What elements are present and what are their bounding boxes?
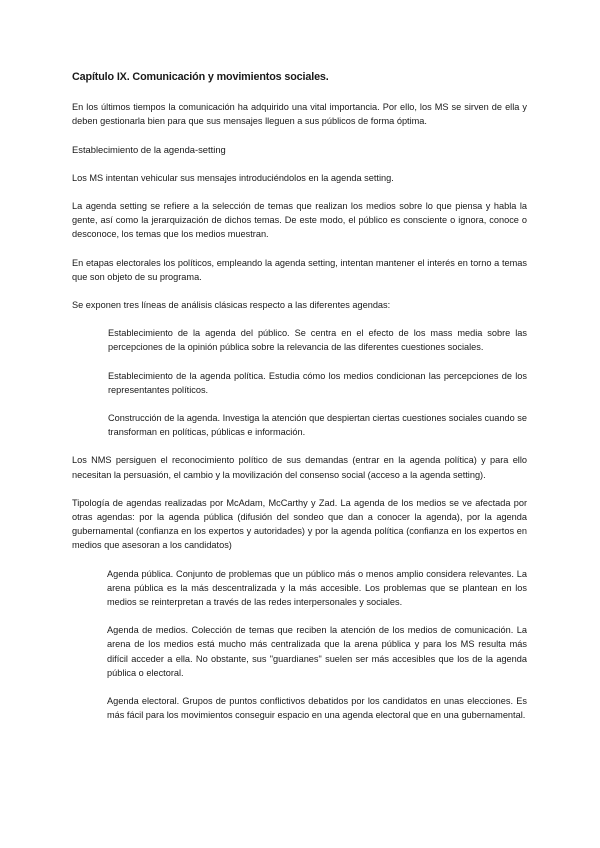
- chapter-title: Capítulo IX. Comunicación y movimientos sociales.: [72, 71, 329, 83]
- analysis-lines-block: [108, 326, 527, 439]
- paragraph-2: La agenda setting se refiere a la selección de temas que realizan los medios sobre lo que piensa y habla la gente, así como la jerarquización de dichos temas. De este modo, el público es consciente o ignora, conoce o desconoce, los temas que los medios muestran.: [72, 201, 527, 240]
- agenda-publica: Agenda pública. Conjunto de problemas que un público más o menos amplio considera relevantes. La arena pública es la más descentralizada y la más accesible. Los problemas que se plantean en los medios se reinterpretan a través de las redes interpersonales y sociales.: [107, 568, 527, 608]
- paragraph-1: Los MS intentan vehicular sus mensajes introduciéndolos en la agenda setting.: [72, 172, 394, 183]
- paragraph-6: Tipología de agendas realizadas por McAdam, McCarthy y Zad. La agenda de los medios se ve afectada por otras agendas: por la agenda pública (difusión del sondeo que dan a conocer la agenda), por la agenda gubernamental (confianza en los expertos y autoridades) y por la agenda política (confianza en los expertos en medios que asesoran a los candidatos): [72, 497, 527, 551]
- section-heading: Establecimiento de la agenda-setting: [72, 143, 226, 155]
- agenda-electoral: Agenda electoral. Grupos de puntos conflictivos debatidos por los candidatos en unas elecciones. Es más fácil para los movimientos conseguir espacio en una agenda electoral que en una gubernamental.: [107, 696, 527, 721]
- paragraph-4: Se exponen tres líneas de análisis clásicas respecto a las diferentes agendas:: [72, 300, 391, 311]
- paragraph-5: Los NMS persiguen el reconocimiento político de sus demandas (entrar en la agenda política) y para ello necesitan la persuasión, el cambio y la movilización del consenso social (acceso a la agenda setting).: [72, 455, 527, 480]
- analysis-line-public: Establecimiento de la agenda del público. Se centra en el efecto de los mass media sobre las percepciones de la opinión pública sobre la relevancia de las diferentes cuestiones sociales.: [108, 328, 527, 353]
- agenda-types-block: [107, 567, 527, 723]
- agenda-medios: Agenda de medios. Colección de temas que reciben la atención de los medios de comunicación. La arena de los medios está mucho más centralizada que la arena pública y para los MS resulta más difícil acceder a ella. No obstante, sus "guardianes" suelen ser más accesibles que los de la agenda pública o electoral.: [107, 625, 527, 678]
- intro-paragraph: En los últimos tiempos la comunicación ha adquirido una vital importancia. Por ello, los MS se sirven de ella y deben gestionarla bien para que sus mensajes lleguen a sus públicos de forma óptima.: [72, 102, 527, 127]
- analysis-line-political: Establecimiento de la agenda política. Estudia cómo los medios condicionan las percepciones de los representantes políticos.: [108, 370, 527, 395]
- paragraph-3: En etapas electorales los políticos, empleando la agenda setting, intentan mantener el interés en torno a temas que son objeto de su programa.: [72, 257, 527, 282]
- document-page: [72, 70, 527, 737]
- analysis-line-construction: Construcción de la agenda. Investiga la atención que despiertan ciertas cuestiones sociales cuando se transforman en políticas, públicas e información.: [108, 413, 527, 438]
